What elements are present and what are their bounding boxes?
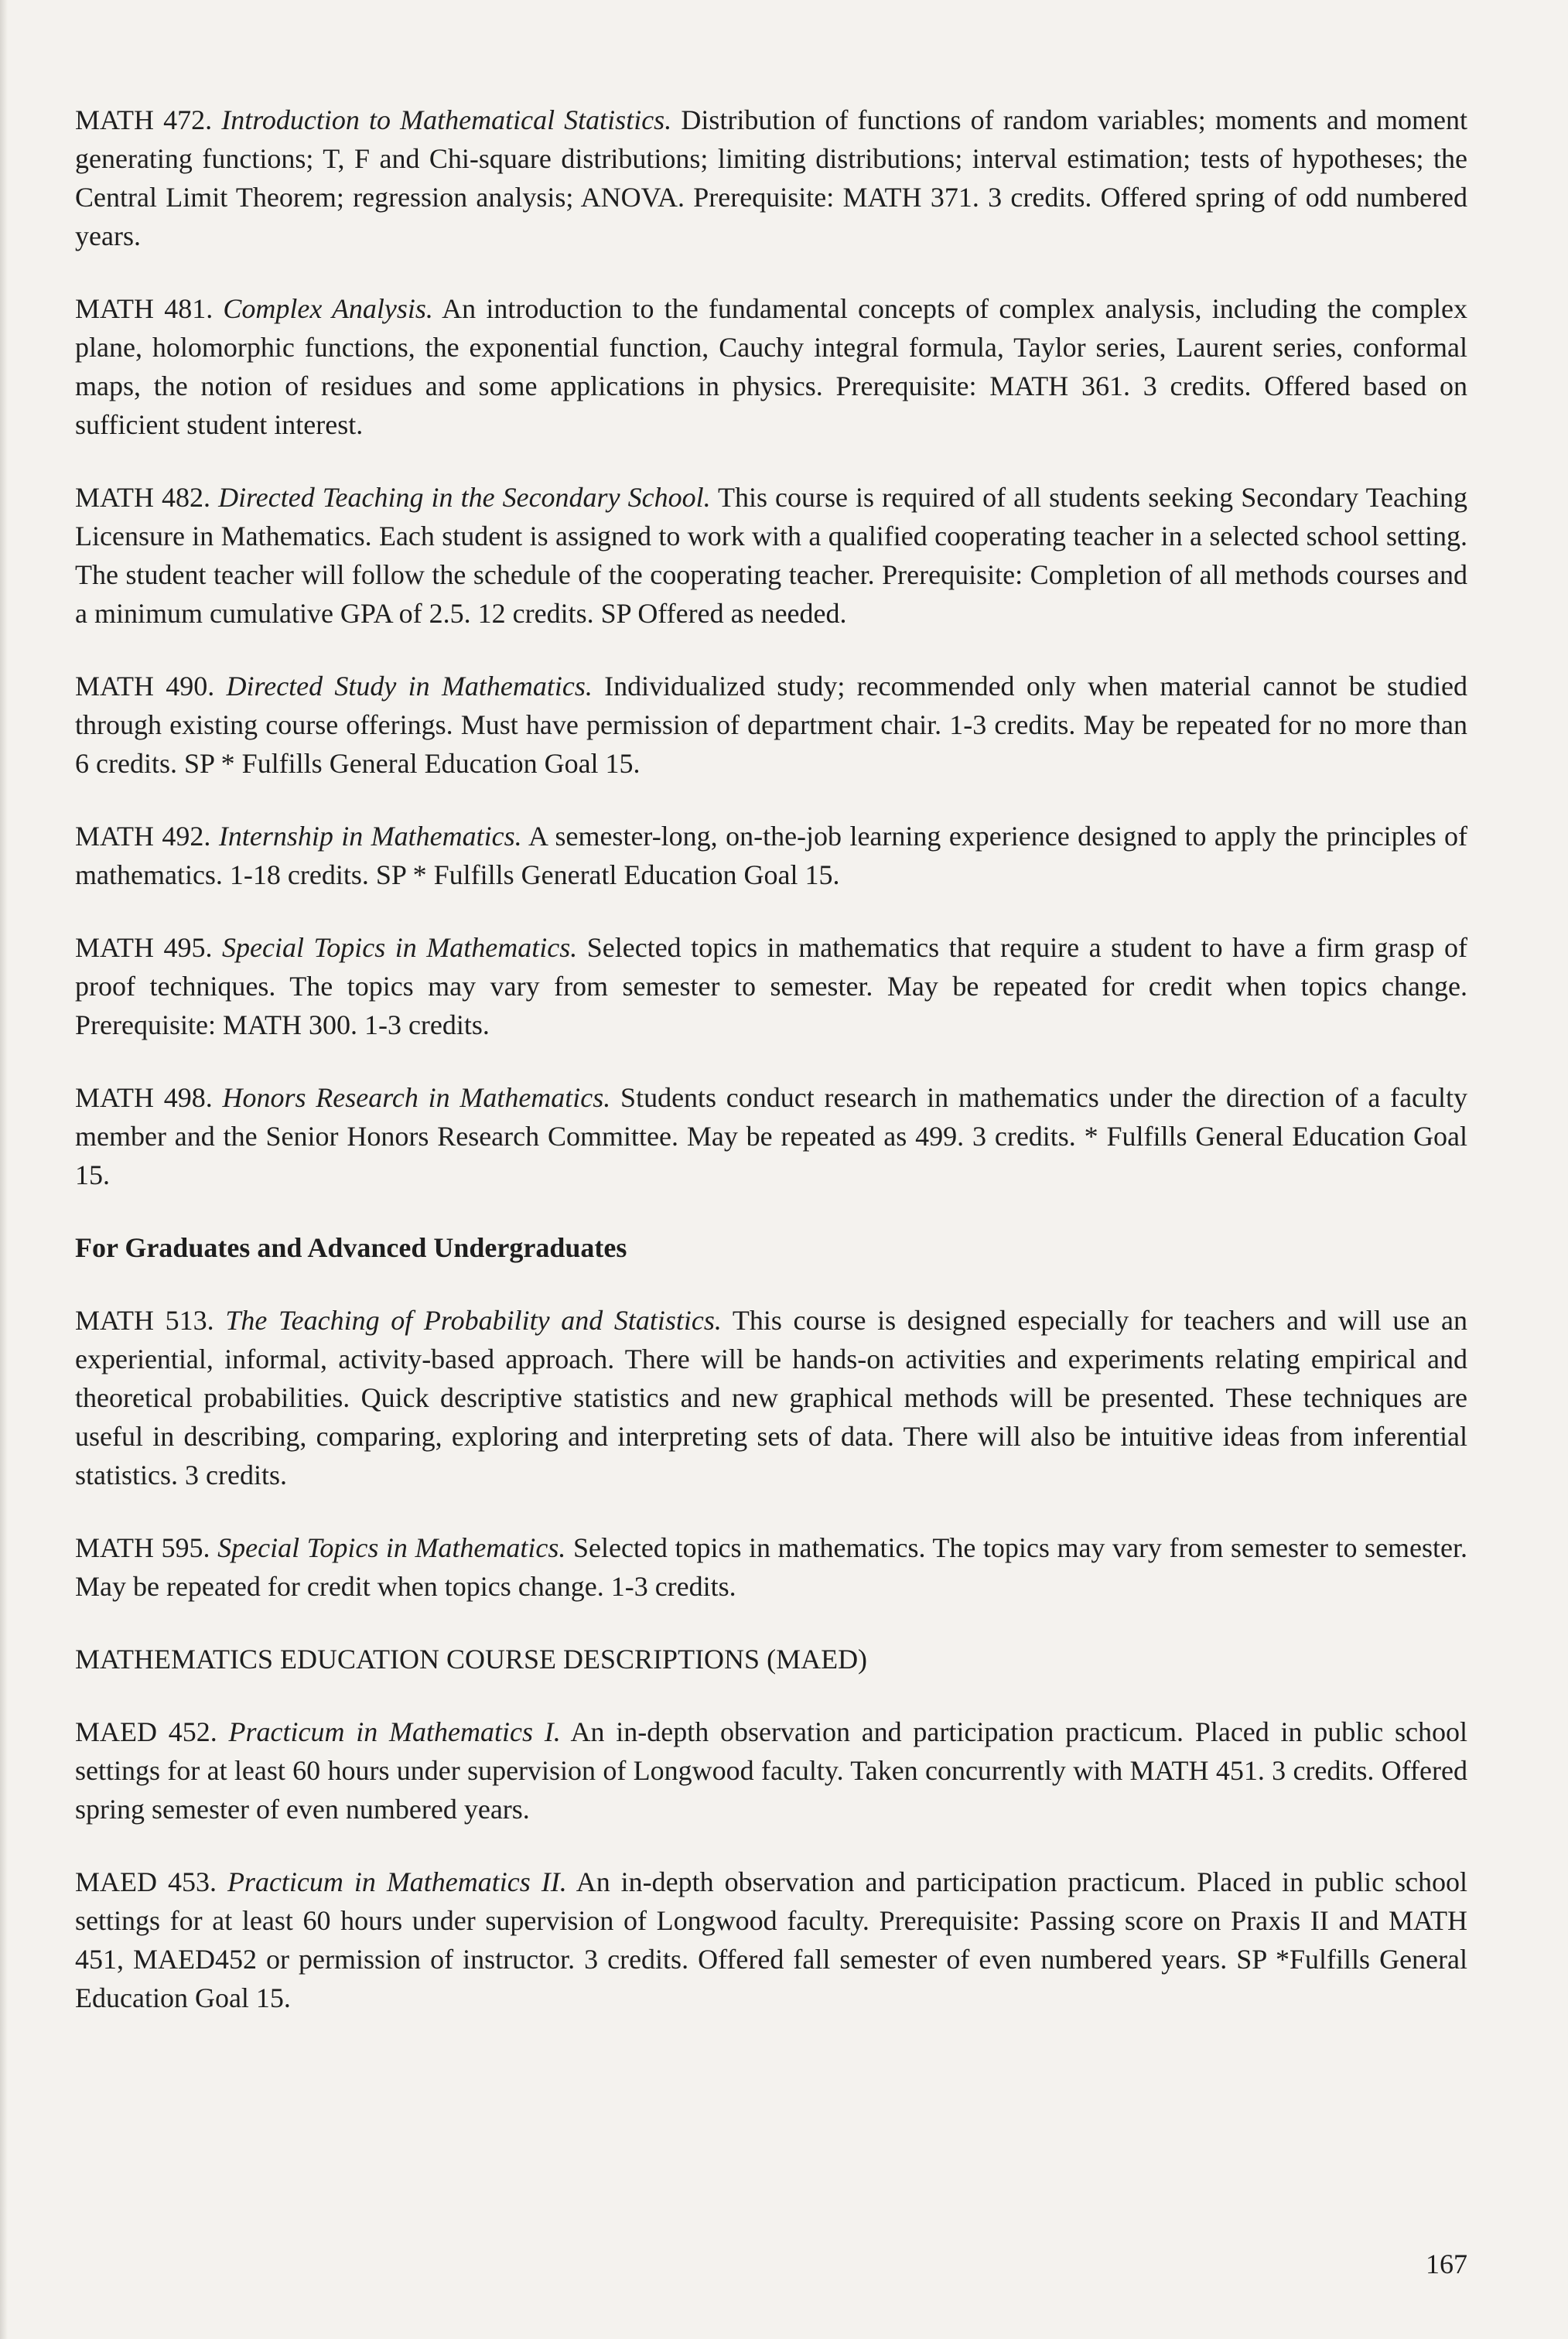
- course-description: Students conduct research in mathematics under the direction of a faculty member and the Senior Honors Research Committee. May be repeated as 499. 3 credits. * Fulfills General Education Goal 15.: [75, 1082, 1468, 1190]
- course-description: An in-depth observation and participation practicum. Placed in public school settings for at least 60 hours under supervision of Longwood faculty. Taken concurrently with MATH 451. 3 credits. Offered spring semester of even numbered years.: [75, 1716, 1468, 1825]
- course-title: Practicum in Mathematics II.: [227, 1866, 567, 1897]
- course-entry: [75, 817, 1467, 894]
- course-code: MATH 495.: [75, 932, 213, 963]
- course-title: Directed Study in Mathematics.: [226, 671, 593, 702]
- course-code: MATH 490.: [75, 671, 215, 702]
- course-description: This course is required of all students seeking Secondary Teaching Licensure in Mathematics. Each student is assigned to work with a qualified cooperating teacher in a selected school setting. The student teacher will follow the schedule of the cooperating teacher. Prerequisite: Completion of all methods courses and a minimum cumulative GPA of 2.5. 12 credits. SP Offered as needed.: [75, 482, 1467, 629]
- course-title: Directed Teaching in the Secondary School.: [218, 482, 711, 513]
- graduate-section-heading: For Graduates and Advanced Undergraduates: [75, 1232, 627, 1263]
- course-code: MATH 492.: [75, 821, 211, 852]
- course-entry: [75, 1301, 1467, 1494]
- course-code: MATH 481.: [75, 293, 214, 324]
- course-code: MAED 452.: [75, 1716, 217, 1747]
- maed-section-heading: MATHEMATICS EDUCATION COURSE DESCRIPTIONS (MAED): [75, 1644, 868, 1675]
- course-entry: [75, 1863, 1467, 2017]
- course-title: Introduction to Mathematical Statistics.: [221, 104, 672, 135]
- page-binding-edge: [0, 0, 8, 2339]
- course-description: Selected topics in mathematics that require a student to have a firm grasp of proof techniques. The topics may vary from semester to semester. May be repeated for credit when topics change. Prerequisite: MATH 300. 1-3 credits.: [75, 932, 1468, 1040]
- course-title: The Teaching of Probability and Statistics.: [225, 1305, 722, 1336]
- course-list-maed: [75, 1712, 1467, 2017]
- course-description: An introduction to the fundamental concepts of complex analysis, including the complex plane, holomorphic functions, the exponential function, Cauchy integral formula, Taylor series, Laurent series, conformal maps, the notion of residues and some applications in physics. Prerequisite: MATH 361. 3 credits. Offered based on sufficient student interest.: [75, 293, 1468, 440]
- course-description: Selected topics in mathematics. The topics may vary from semester to semester. May be repeated for credit when topics change. 1-3 credits.: [75, 1532, 1468, 1602]
- course-code: MATH 482.: [75, 482, 211, 513]
- course-entry: [75, 1712, 1467, 1829]
- course-title: Internship in Mathematics.: [218, 821, 522, 852]
- course-description: An in-depth observation and participation practicum. Placed in public school settings for at least 60 hours under supervision of Longwood faculty. Prerequisite: Passing score on Praxis II and MATH 451, MAED452 or permission of instructor. 3 credits. Offered fall semester of even numbered years. SP *Fulfills General Education Goal 15.: [75, 1866, 1468, 2013]
- course-entry: [75, 289, 1467, 444]
- course-code: MATH 513.: [75, 1305, 214, 1336]
- catalog-page-content: [75, 101, 1467, 2051]
- course-list-math-400: [75, 101, 1467, 1194]
- course-description: Individualized study; recommended only when material cannot be studied through existing course offerings. Must have permission of department chair. 1-3 credits. May be repeated for no more than 6 credits. SP * Fulfills General Education Goal 15.: [75, 671, 1467, 779]
- course-entry: [75, 1528, 1467, 1606]
- course-description: This course is designed especially for teachers and will use an experiential, informal, activity-based approach. There will be hands-on activities and experiments relating empirical and theoretical probabilities. Quick descriptive statistics and new graphical methods will be presented. These techniques are useful in describing, comparing, exploring and interpreting sets of data. There will also be intuitive ideas from inferential statistics. 3 credits.: [75, 1305, 1468, 1490]
- course-entry: [75, 478, 1467, 633]
- course-code: MATH 472.: [75, 104, 213, 135]
- course-entry: [75, 928, 1467, 1044]
- course-code: MAED 453.: [75, 1866, 217, 1897]
- course-entry: [75, 101, 1467, 255]
- course-list-math-500: [75, 1301, 1467, 1606]
- course-title: Special Topics in Mathematics.: [217, 1532, 566, 1563]
- course-title: Special Topics in Mathematics.: [222, 932, 578, 963]
- course-description: Distribution of functions of random variables; moments and moment generating functions; T, F and Chi-square distributions; limiting distributions; interval estimation; tests of hypotheses; the Central Limit Theorem; regression analysis; ANOVA. Prerequisite: MATH 371. 3 credits. Offered spring of odd numbered years.: [75, 104, 1468, 251]
- course-code: MATH 595.: [75, 1532, 210, 1563]
- page-number: 167: [1426, 2249, 1467, 2279]
- course-entry: [75, 1078, 1467, 1194]
- course-title: Complex Analysis.: [223, 293, 433, 324]
- course-description: A semester-long, on-the-job learning experience designed to apply the principles of mathematics. 1-18 credits. SP * Fulfills Generatl Education Goal 15.: [75, 821, 1468, 890]
- course-entry: [75, 667, 1467, 783]
- course-code: MATH 498.: [75, 1082, 213, 1113]
- course-title: Honors Research in Mathematics.: [222, 1082, 611, 1113]
- course-title: Practicum in Mathematics I.: [228, 1716, 561, 1747]
